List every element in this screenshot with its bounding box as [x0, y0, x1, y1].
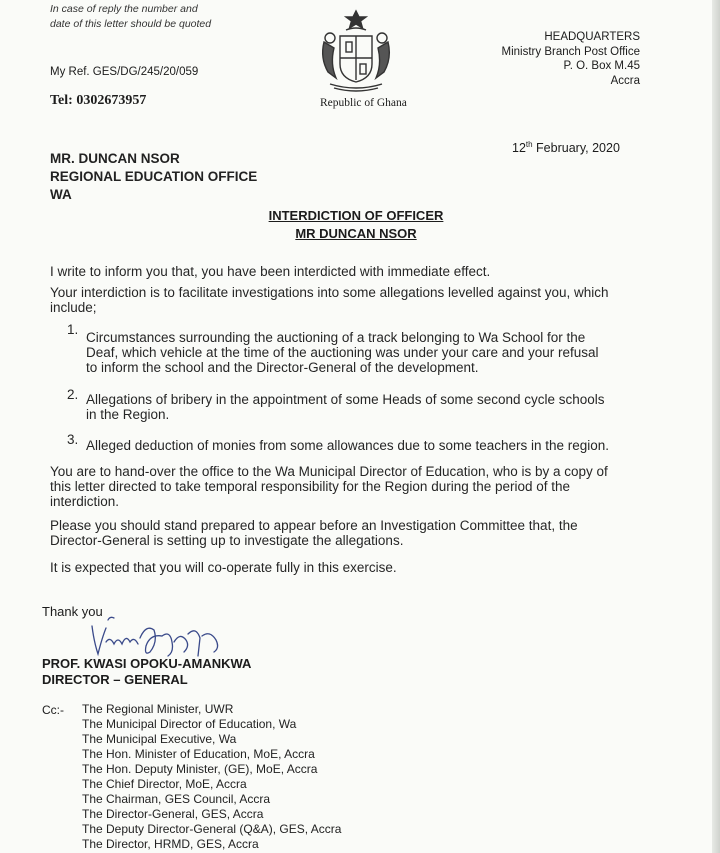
- telephone: Tel: 0302673957: [50, 93, 147, 108]
- paragraph-line: You are to hand-over the office to the Wa Municipal Director of Education, who is by a copy of: [50, 464, 608, 479]
- cc-recipient: The Hon. Minister of Education, MoE, Accra: [82, 747, 315, 761]
- subject-line-1: INTERDICTION OF OFFICER: [268, 208, 444, 223]
- list-number: 3.: [67, 432, 79, 447]
- paragraph-line: Your interdiction is to facilitate investigations into some allegations levelled against you, which: [50, 285, 609, 300]
- body-paragraph-5: It is expected that you will co-operate fully in this exercise.: [50, 560, 397, 575]
- list-number: 1.: [67, 322, 79, 337]
- cc-recipient: The Director, HRMD, GES, Accra: [82, 837, 259, 851]
- cc-list: [82, 702, 341, 852]
- list-item-1: [86, 330, 599, 375]
- body-paragraph-2: [50, 285, 609, 315]
- subject-line-2: MR DUNCAN NSOR: [295, 226, 417, 241]
- letter-date: [512, 140, 620, 155]
- body-paragraph-1: I write to inform you that, you have been interdicted with immediate effect.: [50, 264, 491, 279]
- addressee-town: WA: [50, 187, 72, 202]
- signatory-title: DIRECTOR – GENERAL: [42, 672, 188, 687]
- addressee-office: REGIONAL EDUCATION OFFICE: [50, 169, 258, 184]
- list-item-line: Deaf, which vehicle at the time of the auctioning was under your care and your refusal: [86, 345, 599, 360]
- paragraph-line: interdiction.: [50, 494, 120, 509]
- paragraph-line: Please you should stand prepared to appear before an Investigation Committee that, the: [50, 518, 578, 533]
- hq-line: HEADQUARTERS: [544, 31, 640, 43]
- cc-label: Cc:-: [42, 703, 64, 717]
- paragraph-line: Director-General is setting up to investigate the allegations.: [50, 533, 404, 548]
- list-item-2: [86, 392, 605, 422]
- paragraph-line: include;: [50, 300, 97, 315]
- page-edge: [712, 0, 720, 853]
- paragraph-line: this letter directed to take temporal responsibility for the Region during the period of the: [50, 479, 571, 494]
- hq-line: P. O. Box M.45: [563, 60, 640, 72]
- list-number: 2.: [67, 387, 79, 402]
- reply-note-line-2: date of this letter should be quoted: [50, 18, 212, 30]
- date-rest: February, 2020: [532, 141, 620, 156]
- date-day: 12: [512, 141, 526, 156]
- hq-line: Ministry Branch Post Office: [501, 45, 640, 58]
- list-item-line: Circumstances surrounding the auctioning of a track belonging to Wa School for the: [86, 330, 586, 345]
- cc-recipient: The Director-General, GES, Accra: [82, 807, 264, 821]
- reply-note-line-1: In case of reply the number and: [50, 3, 198, 15]
- date-suffix: th: [525, 140, 533, 149]
- signatory-block: [42, 656, 251, 688]
- cc-recipient: The Chairman, GES Council, Accra: [82, 792, 271, 806]
- body-paragraph-3: [50, 464, 608, 509]
- republic-caption: Republic of Ghana: [320, 97, 407, 109]
- list-item-line: in the Region.: [86, 407, 170, 422]
- cc-recipient: The Chief Director, MoE, Accra: [82, 777, 247, 791]
- signatory-name: PROF. KWASI OPOKU-AMANKWA: [42, 656, 252, 671]
- list-item-line: to inform the school and the Director-General of the development.: [86, 360, 479, 375]
- cc-recipient: The Regional Minister, UWR: [82, 702, 234, 716]
- list-item-line: Allegations of bribery in the appointment of some Heads of some second cycle schools: [86, 392, 605, 407]
- cc-recipient: The Municipal Director of Education, Wa: [82, 717, 297, 731]
- headquarters-address: [502, 30, 640, 88]
- body-paragraph-4: [50, 518, 578, 548]
- cc-recipient: The Municipal Executive, Wa: [82, 732, 237, 746]
- reply-note: [50, 2, 211, 32]
- addressee-name: MR. DUNCAN NSOR: [50, 151, 180, 166]
- list-item-3: Alleged deduction of monies from some allowances due to some teachers in the region.: [86, 438, 610, 453]
- hq-line: Accra: [610, 74, 640, 87]
- addressee-block: [50, 150, 257, 204]
- closing-thanks: Thank you: [42, 604, 103, 619]
- cc-recipient: The Deputy Director-General (Q&A), GES, Accra: [82, 822, 342, 836]
- reference-number: My Ref. GES/DG/245/20/059: [50, 66, 199, 78]
- cc-recipient: The Hon. Deputy Minister, (GE), MoE, Accra: [82, 762, 318, 776]
- ghana-coat-of-arms-icon: [316, 8, 396, 94]
